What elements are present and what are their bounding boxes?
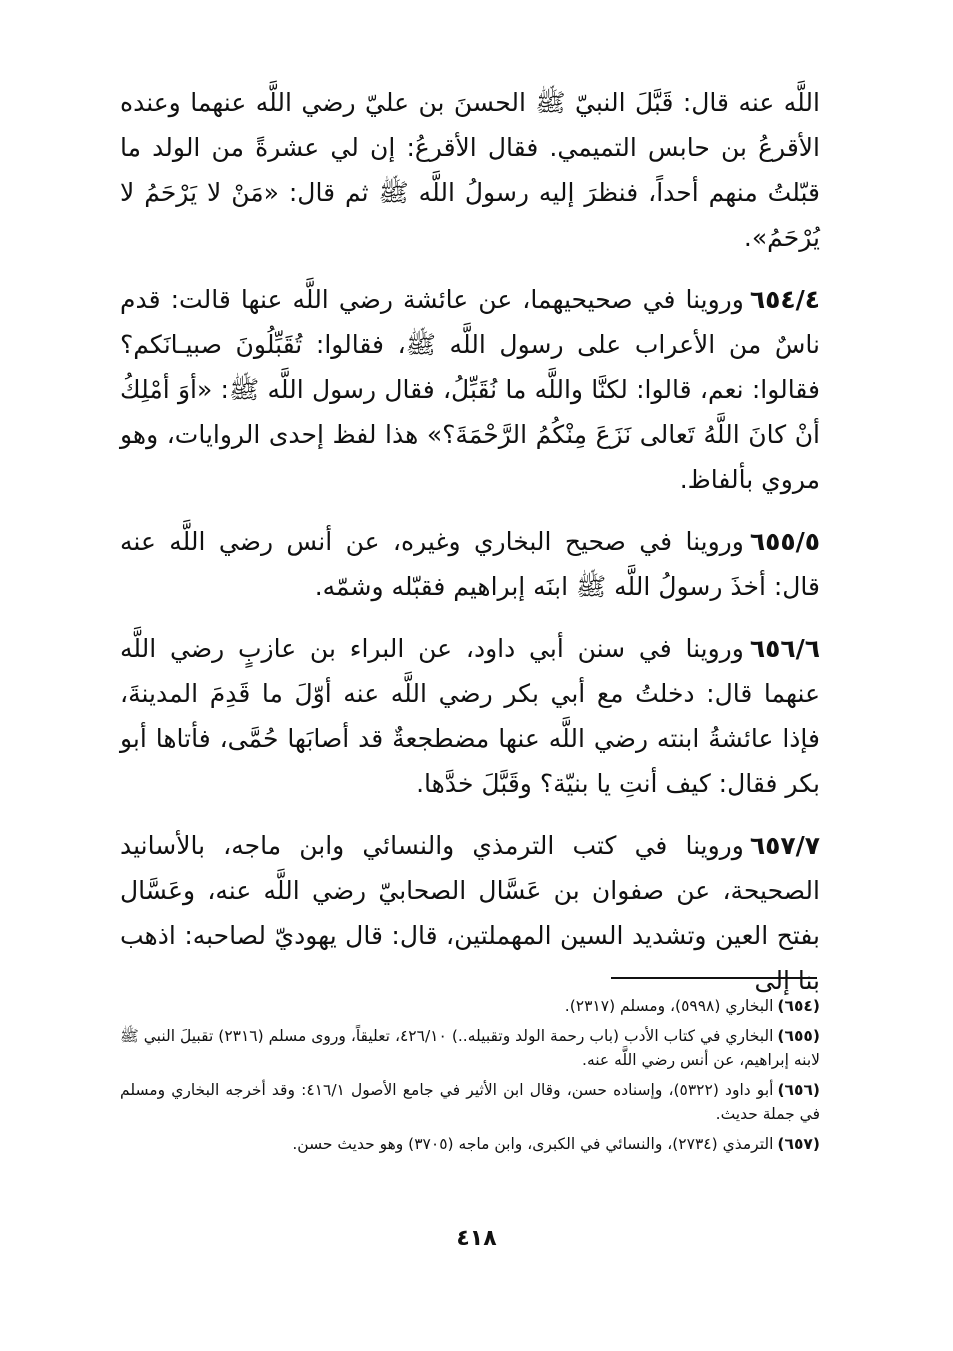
footnote-number: (٦٥٥) <box>777 1027 820 1045</box>
footnote-number: (٦٥٤) <box>777 997 820 1015</box>
paragraph-text: وروينا في صحيحيهما، عن عائشة رضي اللَّه عنها قالت: قدم ناسٌ من الأعراب على رسول اللَّه ﷺ، فقالوا: تُقَبِّلُونَ صبيـانَكم؟ فقالوا: نعم، قالوا: لكنَّا واللَّه ما نُقَبِّلُ، فقال رسول اللَّه ﷺ: «أوَ أمْلِكُ أنْ كانَ اللَّهُ تَعالى نَزَعَ مِنْكُمُ الرَّحْمَةَ؟» هذا لفظ إحدى الروايات، وهو مروي بألفاظ. <box>120 285 820 494</box>
hadith-number: ٦٥٤/٤ <box>749 285 820 314</box>
footnote-separator <box>611 977 817 979</box>
paragraph-text: وروينا في صحيح البخاري وغيره، عن أنس رضي اللَّه عنه قال: أخذَ رسولُ اللَّه ﷺ ابنَه إبراهيم فقبّله وشمّه. <box>120 527 820 601</box>
footnote-text: الترمذي (٢٧٣٤)، والنسائي في الكبرى، وابن ماجه (٣٧٠٥) وهو حديث حسن. <box>292 1135 774 1153</box>
paragraph-655 <box>120 519 820 609</box>
page-number: ٤١٨ <box>456 1226 497 1251</box>
footnote-text: البخاري (٥٩٩٨)، ومسلم (٢٣١٧). <box>564 997 774 1015</box>
paragraph-657 <box>120 823 820 1003</box>
footnotes <box>120 994 820 1162</box>
footnote-text: أبو داود (٥٣٢٢)، وإسناده حسن، وقال ابن الأثير في جامع الأصول ٤١٦/١: وقد أخرجه البخاري ومسلم في جملة حديث. <box>120 1081 820 1123</box>
paragraph-continuation <box>120 80 820 260</box>
paragraph-text: وروينا في كتب الترمذي والنسائي وابن ماجه، بالأسانيد الصحيحة، عن صفوان بن عَسَّال الصحابيّ رضي اللَّه عنه، وعَسَّال بفتح العين وتشديد السين المهملتين، قال: قال يهوديّ لصاحبه: اذهب بنا إلى <box>120 831 820 995</box>
footnote-655 <box>120 1024 820 1072</box>
hadith-number: ٦٥٦/٦ <box>749 634 820 663</box>
hadith-number: ٦٥٥/٥ <box>749 527 820 556</box>
footnote-657 <box>120 1132 820 1156</box>
paragraph-654 <box>120 277 820 502</box>
hadith-number: ٦٥٧/٧ <box>749 831 820 860</box>
footnote-number: (٦٥٧) <box>777 1135 820 1153</box>
paragraph-656 <box>120 626 820 806</box>
main-text <box>120 80 820 1020</box>
footnote-654 <box>120 994 820 1018</box>
paragraph-text: اللَّه عنه قال: قَبَّلَ النبيّ ﷺ الحسنَ بن عليّ رضي اللَّه عنهما وعنده الأقرعُ بن حابس التميمي. فقال الأقرعُ: إن لي عشرةً من الولد ما قبّلتُ منهم أحداً، فنظرَ إليه رسولُ اللَّه ﷺ ثم قال: «مَنْ لا يَرْحَمُ لا يُرْحَمُ». <box>120 88 820 252</box>
paragraph-text: وروينا في سنن أبي داود، عن البراء بن عازبٍ رضي اللَّه عنهما قال: دخلتُ مع أبي بكر رضي اللَّه عنه أوّلَ ما قَدِمَ المدينةَ، فإذا عائشةُ ابنته رضي اللَّه عنها مضطجعةٌ قد أصابَها حُمَّى، فأتاها أبو بكر فقال: كيف أنتِ يا بنيّة؟ وقَبَّلَ خدَّها. <box>120 634 820 798</box>
footnote-text: البخاري في كتاب الأدب (باب رحمة الولد وتقبيله..) ٤٢٦/١٠، تعليقاً، وروى مسلم (٢٣١٦) تقبيلَ النبي ﷺ لابنه إبراهيم، عن أنس رضي اللَّه عنه. <box>120 1027 820 1069</box>
footnote-656 <box>120 1078 820 1126</box>
footnote-number: (٦٥٦) <box>777 1081 821 1099</box>
